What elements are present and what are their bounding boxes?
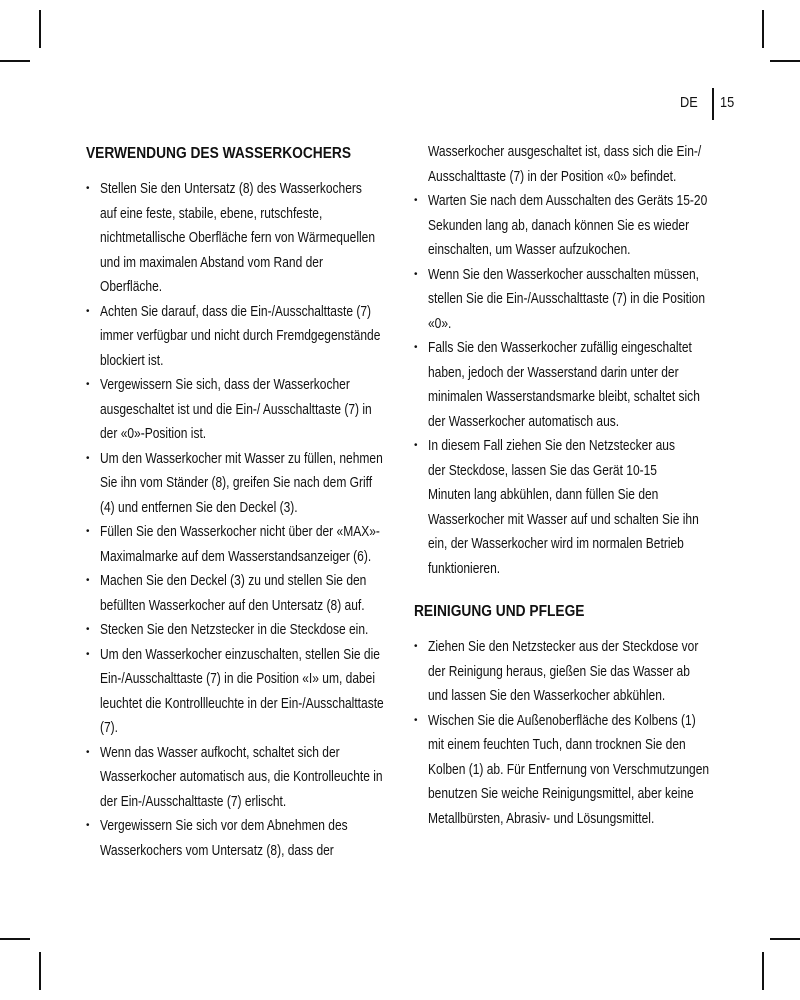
list-item: • Vergewissern Sie sich, dass der Wasserkocher ausgeschaltet ist und die Ein-/ Ausschalttaste (7) in der «0»-Position ist.	[86, 373, 404, 447]
page-header	[660, 92, 750, 116]
list-item: • Achten Sie darauf, dass die Ein-/Ausschalttaste (7) immer verfügbar und nicht durch Fremdgegenstände blockiert ist.	[86, 300, 404, 374]
bullet-icon: •	[86, 648, 90, 660]
list-item: • Wischen Sie die Außenoberfläche des Kolbens (1) mit einem feuchten Tuch, dann trocknen Sie den Kolben (1) ab. Für Entfernung von Verschmutzungen benutzen Sie weiche Reinigungsmittel, aber keine Metallbürsten, Abrasiv- und Lösungsmittel.	[414, 709, 732, 832]
list-item: • Stecken Sie den Netzstecker in die Steckdose ein.	[86, 618, 404, 643]
bullet-icon: •	[86, 183, 90, 194]
crop-mark	[39, 10, 41, 48]
bullet-icon: •	[414, 714, 418, 726]
bullet-icon: •	[86, 379, 90, 390]
left-column	[86, 140, 404, 863]
list-item: • Füllen Sie den Wasserkocher nicht über der «MAX»- Maximalmarke auf dem Wasserstandsanzeiger (6).	[86, 520, 404, 569]
header-divider	[712, 88, 714, 120]
section-heading-cleaning: REINIGUNG UND PFLEGE	[414, 603, 585, 620]
list-item: • Wenn das Wasser aufkocht, schaltet sich der Wasserkocher automatisch aus, die Kontrolleuchte in der Ein-/Ausschalttaste (7) erlischt.	[86, 741, 404, 815]
list-item: • Machen Sie den Deckel (3) zu und stellen Sie den befüllten Wasserkocher auf den Untersatz (8) auf.	[86, 569, 404, 618]
bullet-icon: •	[414, 641, 418, 652]
language-code: DE	[680, 94, 698, 111]
page-number: 15	[720, 94, 735, 111]
bullet-icon: •	[414, 440, 418, 451]
list-item: • Vergewissern Sie sich vor dem Abnehmen des Wasserkochers vom Untersatz (8), dass der	[86, 814, 404, 863]
continued-text: Wasserkocher ausgeschaltet ist, dass sich die Ein-/ Ausschalttaste (7) in der Position «0» befindet.	[428, 144, 702, 185]
list-item: • Ziehen Sie den Netzstecker aus der Steckdose vor der Reinigung heraus, gießen Sie das Wasser ab und lassen Sie den Wasserkocher abkühlen.	[414, 635, 732, 709]
bullet-icon: •	[86, 575, 90, 586]
bullet-icon: •	[86, 526, 90, 537]
crop-mark	[770, 938, 800, 940]
crop-mark	[39, 952, 41, 990]
crop-mark	[762, 10, 764, 48]
bullet-icon: •	[86, 624, 90, 635]
section-heading-usage: VERWENDUNG DES WASSERKOCHERS	[86, 145, 352, 162]
bullet-icon: •	[414, 195, 418, 206]
bullet-icon: •	[86, 746, 90, 758]
crop-mark	[0, 938, 30, 940]
bullet-icon: •	[86, 820, 90, 831]
bullet-icon: •	[86, 452, 90, 464]
list-item: • Um den Wasserkocher einzuschalten, stellen Sie die Ein-/Ausschalttaste (7) in die Position «I» um, dabei leuchtet die Kontrollleuchte in der Ein-/Ausschalttaste (7).	[86, 643, 404, 741]
crop-mark	[0, 60, 30, 62]
crop-mark	[770, 60, 800, 62]
list-item: • In diesem Fall ziehen Sie den Netzstecker aus der Steckdose, lassen Sie das Gerät 10-15 Minuten lang abkühlen, dann füllen Sie den Wasserkocher mit Wasser auf und schalten Sie ihn ein, der Wasserkocher wird im normalen Betrieb funktionieren.	[414, 434, 732, 581]
list-item: • Falls Sie den Wasserkocher zufällig eingeschaltet haben, jedoch der Wasserstand darin unter der minimalen Wasserstandsmarke bleibt, schaltet sich der Wasserkocher automatisch aus.	[414, 336, 732, 434]
list-item: • Um den Wasserkocher mit Wasser zu füllen, nehmen Sie ihn vom Ständer (8), greifen Sie nach dem Griff (4) und entfernen Sie den Deckel (3).	[86, 447, 404, 521]
usage-list	[86, 177, 404, 863]
bullet-icon: •	[414, 268, 418, 280]
list-item: • Warten Sie nach dem Ausschalten des Geräts 15-20 Sekunden lang ab, danach können Sie es wieder einschalten, um Wasser aufzukochen.	[414, 189, 732, 263]
cleaning-list	[414, 635, 732, 831]
bullet-icon: •	[86, 305, 90, 317]
list-item: • Stellen Sie den Untersatz (8) des Wasserkochers auf eine feste, stabile, ebene, rutschfeste, nichtmetallische Oberfläche fern von Wärmequellen und im maximalen Abstand vom Rand der Oberfläche.	[86, 177, 404, 300]
list-item: • Wenn Sie den Wasserkocher ausschalten müssen, stellen Sie die Ein-/Ausschalttaste (7) in die Position «0».	[414, 263, 732, 337]
usage-list-continued	[414, 189, 732, 581]
bullet-icon: •	[414, 342, 418, 353]
right-column	[414, 140, 732, 831]
crop-mark	[762, 952, 764, 990]
